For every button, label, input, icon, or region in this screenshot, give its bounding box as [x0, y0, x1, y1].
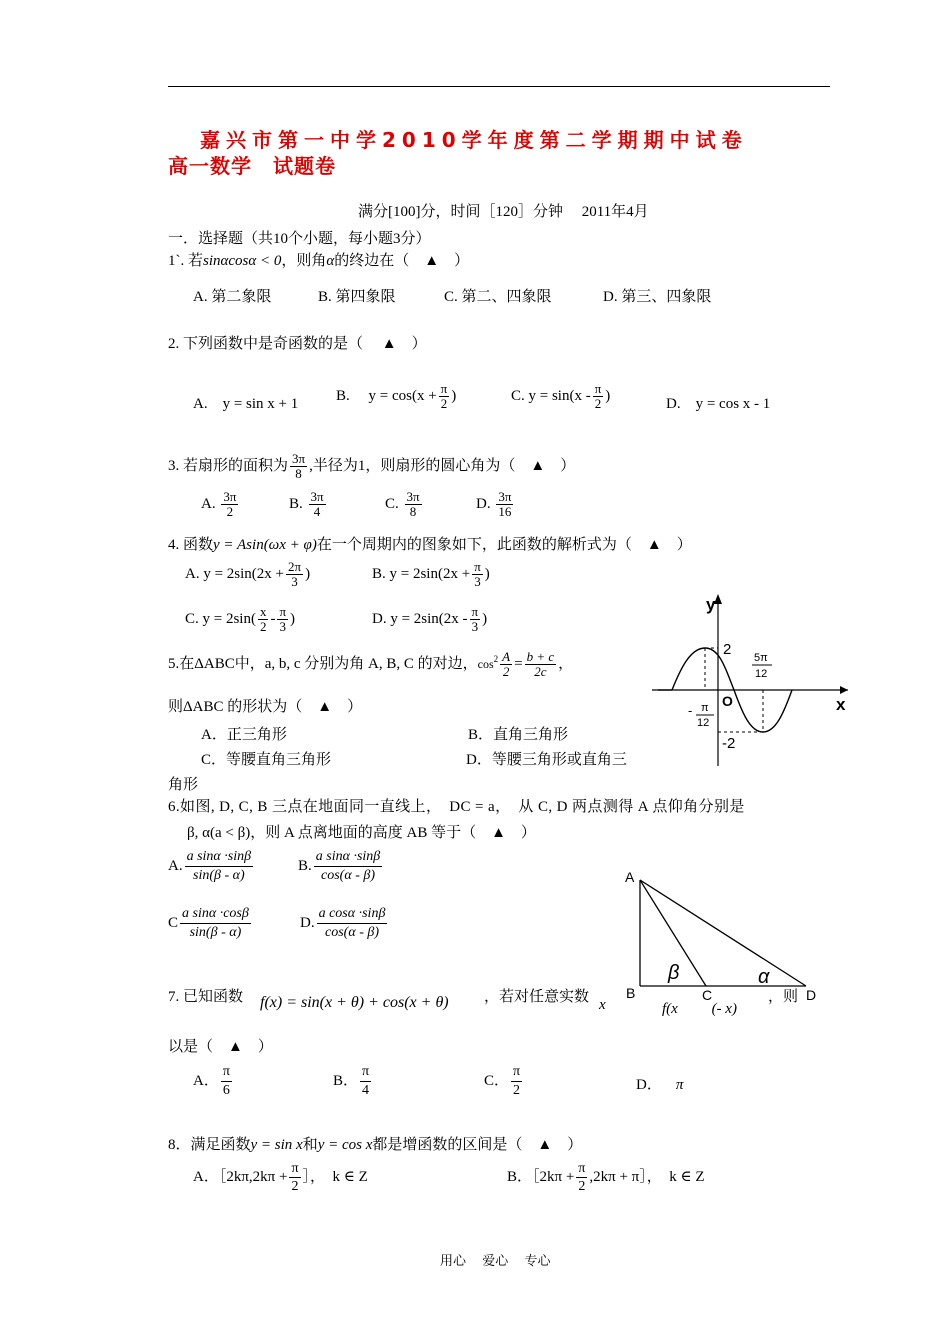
q4-option-b — [372, 560, 490, 589]
q4-c-mid: - — [270, 610, 276, 627]
q8-a-den: 2 — [289, 1177, 300, 1195]
q5-num1: A — [502, 649, 511, 664]
q4-option-d — [372, 605, 487, 634]
q1-option-c: C. 第二、四象限 — [444, 289, 552, 305]
q8-a-pre: A．［2kπ,2kπ + — [193, 1168, 288, 1185]
q6-b-den: cos(α - β) — [314, 866, 383, 885]
q4-b-fraction — [472, 560, 483, 589]
x-axis-arrow — [840, 686, 848, 694]
question-4 — [168, 533, 692, 554]
q3-stem-fraction — [290, 452, 307, 481]
right-den: 12 — [755, 668, 768, 680]
left-sign: - — [688, 703, 693, 718]
q2-b-den: 2 — [439, 396, 450, 411]
q4-a-pre: A. y = 2sin(2x + — [185, 565, 285, 582]
left-den: 12 — [697, 717, 710, 729]
q3-stem-den: 8 — [290, 466, 307, 481]
q8-b-num: π — [578, 1161, 586, 1176]
q5-stem-2: 则ΔABC 的形状为（ ▲ ） — [168, 699, 363, 715]
sine-graph — [650, 590, 855, 768]
q4-c-den2: 3 — [277, 619, 288, 634]
q6-d-label: D. — [300, 914, 315, 931]
q7-b-num: π — [362, 1064, 370, 1079]
q5-eq: = — [514, 655, 523, 672]
q7-a-label: A． — [193, 1072, 219, 1089]
header-rule — [168, 86, 830, 87]
q8-b-post: ,2kπ + π］， k ∈ Z — [589, 1168, 705, 1185]
q3-c-num: 3π — [406, 489, 420, 504]
q2-b-fraction — [439, 382, 450, 411]
q2-c-pre: C. y = sin(x - — [511, 387, 591, 404]
q4-c-pre: C. y = 2sin( — [185, 610, 256, 627]
q4-option-c — [185, 605, 295, 634]
q1-stem-d: 的终边在（ ▲ ） — [334, 253, 470, 269]
q2-c-den: 2 — [593, 396, 604, 411]
q2-option-b — [336, 382, 456, 411]
q4-b-post: ) — [484, 565, 490, 582]
q4-b-den: 3 — [472, 574, 483, 589]
q7-option-c — [484, 1063, 524, 1100]
q2-option-d: D. y = cos x - 1 — [666, 396, 771, 412]
q4-c-fraction1 — [258, 605, 269, 634]
max-label: 2 — [723, 641, 732, 658]
label-beta: β — [668, 962, 680, 984]
q2-c-fraction — [593, 382, 604, 411]
q2-c-post: ) — [605, 387, 611, 404]
q6-d-num: a cosα ·sinβ — [318, 906, 386, 921]
q3-b-den: 4 — [309, 504, 326, 519]
q6-a-num: a sinα ·sinβ — [186, 849, 252, 864]
q8-expr1: y = sin x — [250, 1137, 303, 1153]
q8-stem-b: 和 — [302, 1137, 318, 1153]
q4-expr: y = Asin(ωx + φ) — [213, 537, 317, 553]
q6-d-den: cos(α - β) — [317, 923, 388, 942]
q3-c-label: C. — [385, 495, 399, 512]
q7-b-label: B． — [333, 1072, 359, 1089]
q6-option-d — [300, 905, 389, 942]
q3-stem-num: 3π — [292, 451, 306, 466]
q7-c-num: π — [513, 1064, 521, 1079]
q4-d-num: π — [471, 604, 479, 619]
q4-b-pre: B. y = 2sin(2x + — [372, 565, 471, 582]
q6-c-label: C — [168, 914, 179, 931]
q4-d-pre: D. y = 2sin(2x - — [372, 610, 468, 627]
q6-b-label: B. — [298, 857, 312, 874]
label-alpha: α — [758, 966, 770, 988]
q5-fraction2 — [525, 650, 557, 679]
q7-x: x — [599, 997, 606, 1013]
q4-b-num: π — [474, 559, 481, 574]
q1-stem-b: ，则角 — [281, 253, 327, 269]
q4-c-post: ) — [290, 610, 296, 627]
q4-c-fraction2 — [277, 605, 288, 634]
q4-d-post: ) — [482, 610, 488, 627]
q6-b-num: a sinα ·sinβ — [315, 849, 381, 864]
q4-a-num: 2π — [288, 559, 302, 574]
label-b: B — [626, 985, 636, 1001]
q6-c-fraction — [180, 905, 251, 942]
q4-stem-a: 4. 函数 — [168, 537, 214, 553]
question-6-line2: β, α(a < β)，则 A 点离地面的高度 AB 等于（ ▲ ） — [187, 825, 536, 841]
q7-b-fraction — [360, 1063, 371, 1100]
label-a: A — [625, 869, 635, 885]
q7-option-a — [193, 1063, 234, 1100]
q5-option-d: D．等腰三角形或直角三 — [466, 752, 627, 768]
q5-sup: 2 — [493, 653, 499, 664]
question-6-line1: 6.如图, D, C, B 三点在地面同一直线上， DC = a， 从 C, D 两点测得 A 点仰角分别是 — [168, 799, 745, 815]
q7-d-value: π — [675, 1077, 684, 1093]
q5-option-b: B．直角三角形 — [468, 727, 569, 743]
q8-b-den: 2 — [576, 1177, 587, 1195]
label-d: D — [806, 987, 817, 1003]
label-c: C — [702, 987, 713, 1003]
q3-c-den: 8 — [405, 504, 422, 519]
q4-c-num2: π — [279, 604, 287, 619]
q6-d-fraction — [317, 905, 388, 942]
question-3 — [168, 452, 575, 481]
y-label: y — [706, 595, 716, 614]
q3-a-num: 3π — [223, 489, 237, 504]
q5-option-c: C．等腰直角三角形 — [201, 752, 332, 768]
question-2: 2. 下列函数中是奇函数的是（ ▲ ） — [168, 336, 427, 352]
question-8 — [168, 1133, 582, 1154]
q2-option-a: A. y = sin x + 1 — [193, 396, 299, 412]
origin-label: O — [722, 693, 733, 709]
q1-stem-a: 1`. 若 — [168, 253, 203, 269]
q3-b-num: 3π — [310, 489, 324, 504]
q3-d-fraction — [496, 490, 513, 519]
q3-b-label: B. — [289, 495, 303, 512]
q6-c-den: sin(β - α) — [180, 923, 251, 942]
title-line2: 高一数学 试题卷 — [168, 154, 336, 178]
page-footer: 用心 爱心 专心 — [440, 1253, 551, 1268]
q7-c-fraction — [511, 1063, 522, 1100]
q3-option-a — [201, 490, 240, 519]
q5-option-a: A．正三角形 — [201, 727, 287, 743]
q1-option-a: A. 第二象限 — [193, 289, 272, 305]
q4-stem-b: 在一个周期内的图象如下，此函数的解析式为（ ▲ ） — [316, 537, 692, 553]
q7-a-den: 6 — [221, 1081, 232, 1100]
q7-stem-d: ，则 — [768, 989, 799, 1005]
q4-option-a — [185, 560, 310, 589]
q7-condition: f(x (- x) — [662, 1001, 737, 1017]
q8-b-fraction — [576, 1160, 587, 1195]
q3-d-label: D. — [476, 495, 491, 512]
q8-a-num: π — [291, 1161, 299, 1176]
q8-a-fraction — [289, 1160, 300, 1195]
q7-stem-2: 以是（ ▲ ） — [168, 1039, 273, 1055]
q7-option-b — [333, 1063, 373, 1100]
q2-b-num: π — [440, 381, 448, 396]
side-ad — [640, 880, 806, 986]
q7-a-num: π — [222, 1064, 230, 1079]
q7-option-d — [636, 1073, 683, 1094]
q4-c-den1: 2 — [259, 619, 267, 634]
min-label: -2 — [722, 735, 736, 752]
question-5 — [168, 650, 573, 679]
q4-d-fraction — [470, 605, 481, 634]
question-1 — [168, 249, 469, 270]
q5-option-d-overflow: 角形 — [168, 777, 199, 793]
q3-a-den: 2 — [221, 504, 238, 519]
q6-c-num: a sinα ·cosβ — [182, 906, 249, 921]
q6-b-fraction — [314, 848, 383, 885]
q3-option-c — [385, 490, 424, 519]
q7-c-den: 2 — [511, 1081, 522, 1100]
q5-den1: 2 — [500, 664, 512, 679]
q8-option-b — [507, 1160, 705, 1195]
left-num: π — [701, 702, 709, 714]
q6-option-c — [168, 905, 253, 942]
q4-d-den: 3 — [470, 619, 481, 634]
q4-a-den: 3 — [286, 574, 303, 589]
q2-b-post: ) — [451, 387, 457, 404]
q7-a-fraction — [221, 1063, 232, 1100]
q3-option-b — [289, 490, 328, 519]
x-label: x — [836, 695, 846, 714]
q4-c-num1: x — [259, 604, 267, 619]
q7-expr: f(x) = sin(x + θ) + cos(x + θ) — [260, 994, 449, 1011]
q7-stem-b: ，若对任意实数 — [484, 989, 590, 1005]
q5-fraction1 — [500, 650, 512, 679]
q6-option-b — [298, 848, 384, 885]
section-heading: 一．选择题（共10个小题，每小题3分） — [168, 231, 431, 247]
q7-d-label: D． — [636, 1077, 662, 1093]
q3-b-fraction — [309, 490, 326, 519]
q6-a-label: A. — [168, 857, 183, 874]
q1-option-b: B. 第四象限 — [318, 289, 396, 305]
q8-b-pre: B．［2kπ + — [507, 1168, 575, 1185]
q2-b-pre: B. y = cos(x + — [336, 387, 437, 404]
q5-num2: b + c — [526, 649, 555, 664]
right-num: 5π — [754, 652, 768, 664]
q6-a-den: sin(β - α) — [185, 866, 254, 885]
q1-expr: sinαcosα < 0 — [203, 253, 282, 269]
q2-option-c — [511, 382, 610, 411]
q7-c-label: C． — [484, 1072, 510, 1089]
q7-b-den: 4 — [360, 1081, 371, 1100]
q7-stem-a: 7. 已知函数 — [168, 989, 244, 1005]
q8-expr2: y = cos x — [317, 1137, 373, 1153]
q3-a-label: A. — [201, 495, 216, 512]
q4-a-fraction — [286, 560, 303, 589]
q2-c-num: π — [594, 381, 602, 396]
q8-option-a — [193, 1160, 368, 1195]
q5-den2: 2c — [525, 664, 557, 679]
q3-d-num: 3π — [498, 489, 512, 504]
q8-stem-c: 都是增函数的区间是（ ▲ ） — [372, 1137, 583, 1153]
q5-cos: cos — [477, 656, 494, 671]
q8-stem-a: 8．满足函数 — [168, 1137, 251, 1153]
q1-option-d: D. 第三、四象限 — [603, 289, 712, 305]
q1-alpha: α — [326, 253, 335, 269]
q3-c-fraction — [405, 490, 422, 519]
q3-stem-b: ,半径为1，则扇形的圆心角为（ ▲ ） — [309, 457, 576, 474]
q8-a-post: ］， k ∈ Z — [302, 1168, 368, 1185]
title-line1: 嘉兴市第一中学2010学年度第二学期期中试卷 — [200, 128, 748, 152]
q3-a-fraction — [221, 490, 238, 519]
q3-stem-a: 3. 若扇形的面积为 — [168, 457, 289, 474]
q6-option-a — [168, 848, 255, 885]
subtitle: 满分[100]分，时间［120］分钟 2011年4月 — [358, 204, 649, 220]
q3-option-d — [476, 490, 515, 519]
q5-stem-b: ， — [558, 655, 574, 672]
q6-a-fraction — [185, 848, 254, 885]
triangle-figure — [620, 866, 830, 1008]
q3-d-den: 16 — [496, 504, 513, 519]
q5-stem-a: 5.在ΔABC中，a, b, c 分别为角 A, B, C 的对边， — [168, 655, 478, 672]
q4-a-post: ) — [305, 565, 311, 582]
